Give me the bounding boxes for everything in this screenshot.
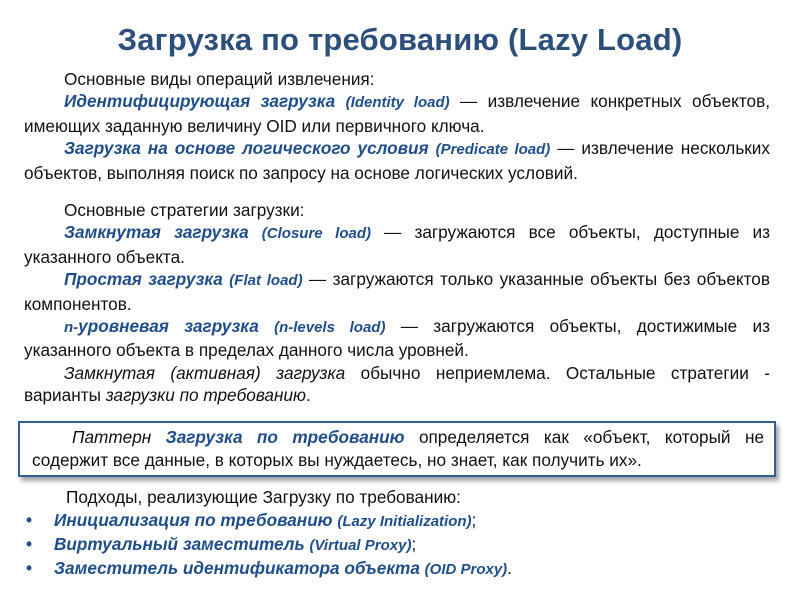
- bullet-icon: •: [26, 558, 33, 578]
- operations-section: [24, 68, 770, 184]
- summary-middle: обычно неприемлема. Остальные стратегии - варианты: [24, 362, 770, 406]
- approaches-heading: Подходы, реализующие Загрузку по требованию:: [66, 487, 461, 507]
- predicate-load-term: Загрузка на основе логического условия: [64, 138, 429, 159]
- identity-load-en: (Identity load): [345, 94, 450, 112]
- approach-term: Заместитель идентификатора объекта: [54, 558, 420, 578]
- closure-load-term: Замкнутая загрузка: [64, 222, 249, 243]
- predicate-load-paragraph: [24, 137, 770, 184]
- title-paren: (Lazy Load): [507, 22, 683, 57]
- nlevels-load-term: уровневая загрузка: [78, 316, 259, 337]
- strategies-section: [24, 199, 770, 407]
- list-item: [24, 509, 784, 533]
- strategies-heading: Основные стратегии загрузки:: [64, 200, 305, 220]
- callout-term: Загрузка по требованию: [165, 427, 405, 447]
- nlevels-load-paragraph: [24, 315, 770, 362]
- operations-heading: Основные виды операций извлечения:: [64, 69, 375, 89]
- flat-load-en: (Flat load): [229, 272, 303, 290]
- pattern-definition-callout: [18, 421, 776, 477]
- list-item: [24, 557, 784, 581]
- flat-load-term: Простая загрузка: [64, 269, 223, 290]
- closure-load-paragraph: [24, 221, 770, 268]
- closure-load-text: — загружаются все объекты, доступные из указанного объекта.: [24, 222, 770, 267]
- approach-en: (OID Proxy): [424, 561, 508, 578]
- summary-end: .: [305, 385, 311, 406]
- summary-closure: Замкнутая (активная) загрузка: [64, 362, 346, 383]
- identity-load-paragraph: [24, 90, 770, 137]
- approach-term: Инициализация по требованию: [54, 510, 333, 530]
- list-item: [24, 533, 784, 557]
- flat-load-paragraph: [24, 268, 770, 315]
- callout-text: определяется как «объект, который не содержит все данные, в которых вы нуждаетесь, но знает, как получить их».: [32, 427, 765, 470]
- strategies-summary: [24, 362, 770, 407]
- identity-load-term: Идентифицирующая загрузка: [64, 91, 336, 112]
- nlevels-prefix: n-: [64, 319, 79, 337]
- approach-end: ;: [471, 510, 477, 530]
- nlevels-load-text: — загружаются объекты, достижимые из указанного объекта в пределах данного числа уровней.: [24, 316, 770, 361]
- identity-load-text: — извлечение конкретных объектов, имеющих заданную величину OID или первичного ключа.: [24, 91, 770, 136]
- approach-en: (Lazy Initialization): [337, 513, 472, 530]
- nlevels-load-en: (n-levels load): [274, 319, 386, 337]
- approaches-section: [24, 486, 784, 581]
- callout-prefix: Паттерн: [72, 427, 166, 447]
- summary-lazy: загрузки по требованию: [105, 385, 306, 406]
- flat-load-text: — загружаются только указанные объекты без объектов компонентов.: [24, 269, 771, 314]
- page-title: [0, 22, 800, 58]
- title-main: Загрузка по требованию: [117, 22, 500, 57]
- closure-load-en: (Closure load): [261, 225, 371, 243]
- bullet-icon: •: [26, 510, 33, 530]
- approach-en: (Virtual Proxy): [309, 537, 412, 554]
- approach-term: Виртуальный заместитель: [54, 534, 305, 554]
- approach-end: ;: [411, 534, 417, 554]
- predicate-load-en: (Predicate load): [435, 141, 551, 159]
- predicate-load-text: — извлечение нескольких объектов, выполняя поиск по запросу на основе логических условий.: [24, 138, 771, 183]
- bullet-icon: •: [26, 534, 33, 554]
- approach-end: .: [507, 558, 512, 578]
